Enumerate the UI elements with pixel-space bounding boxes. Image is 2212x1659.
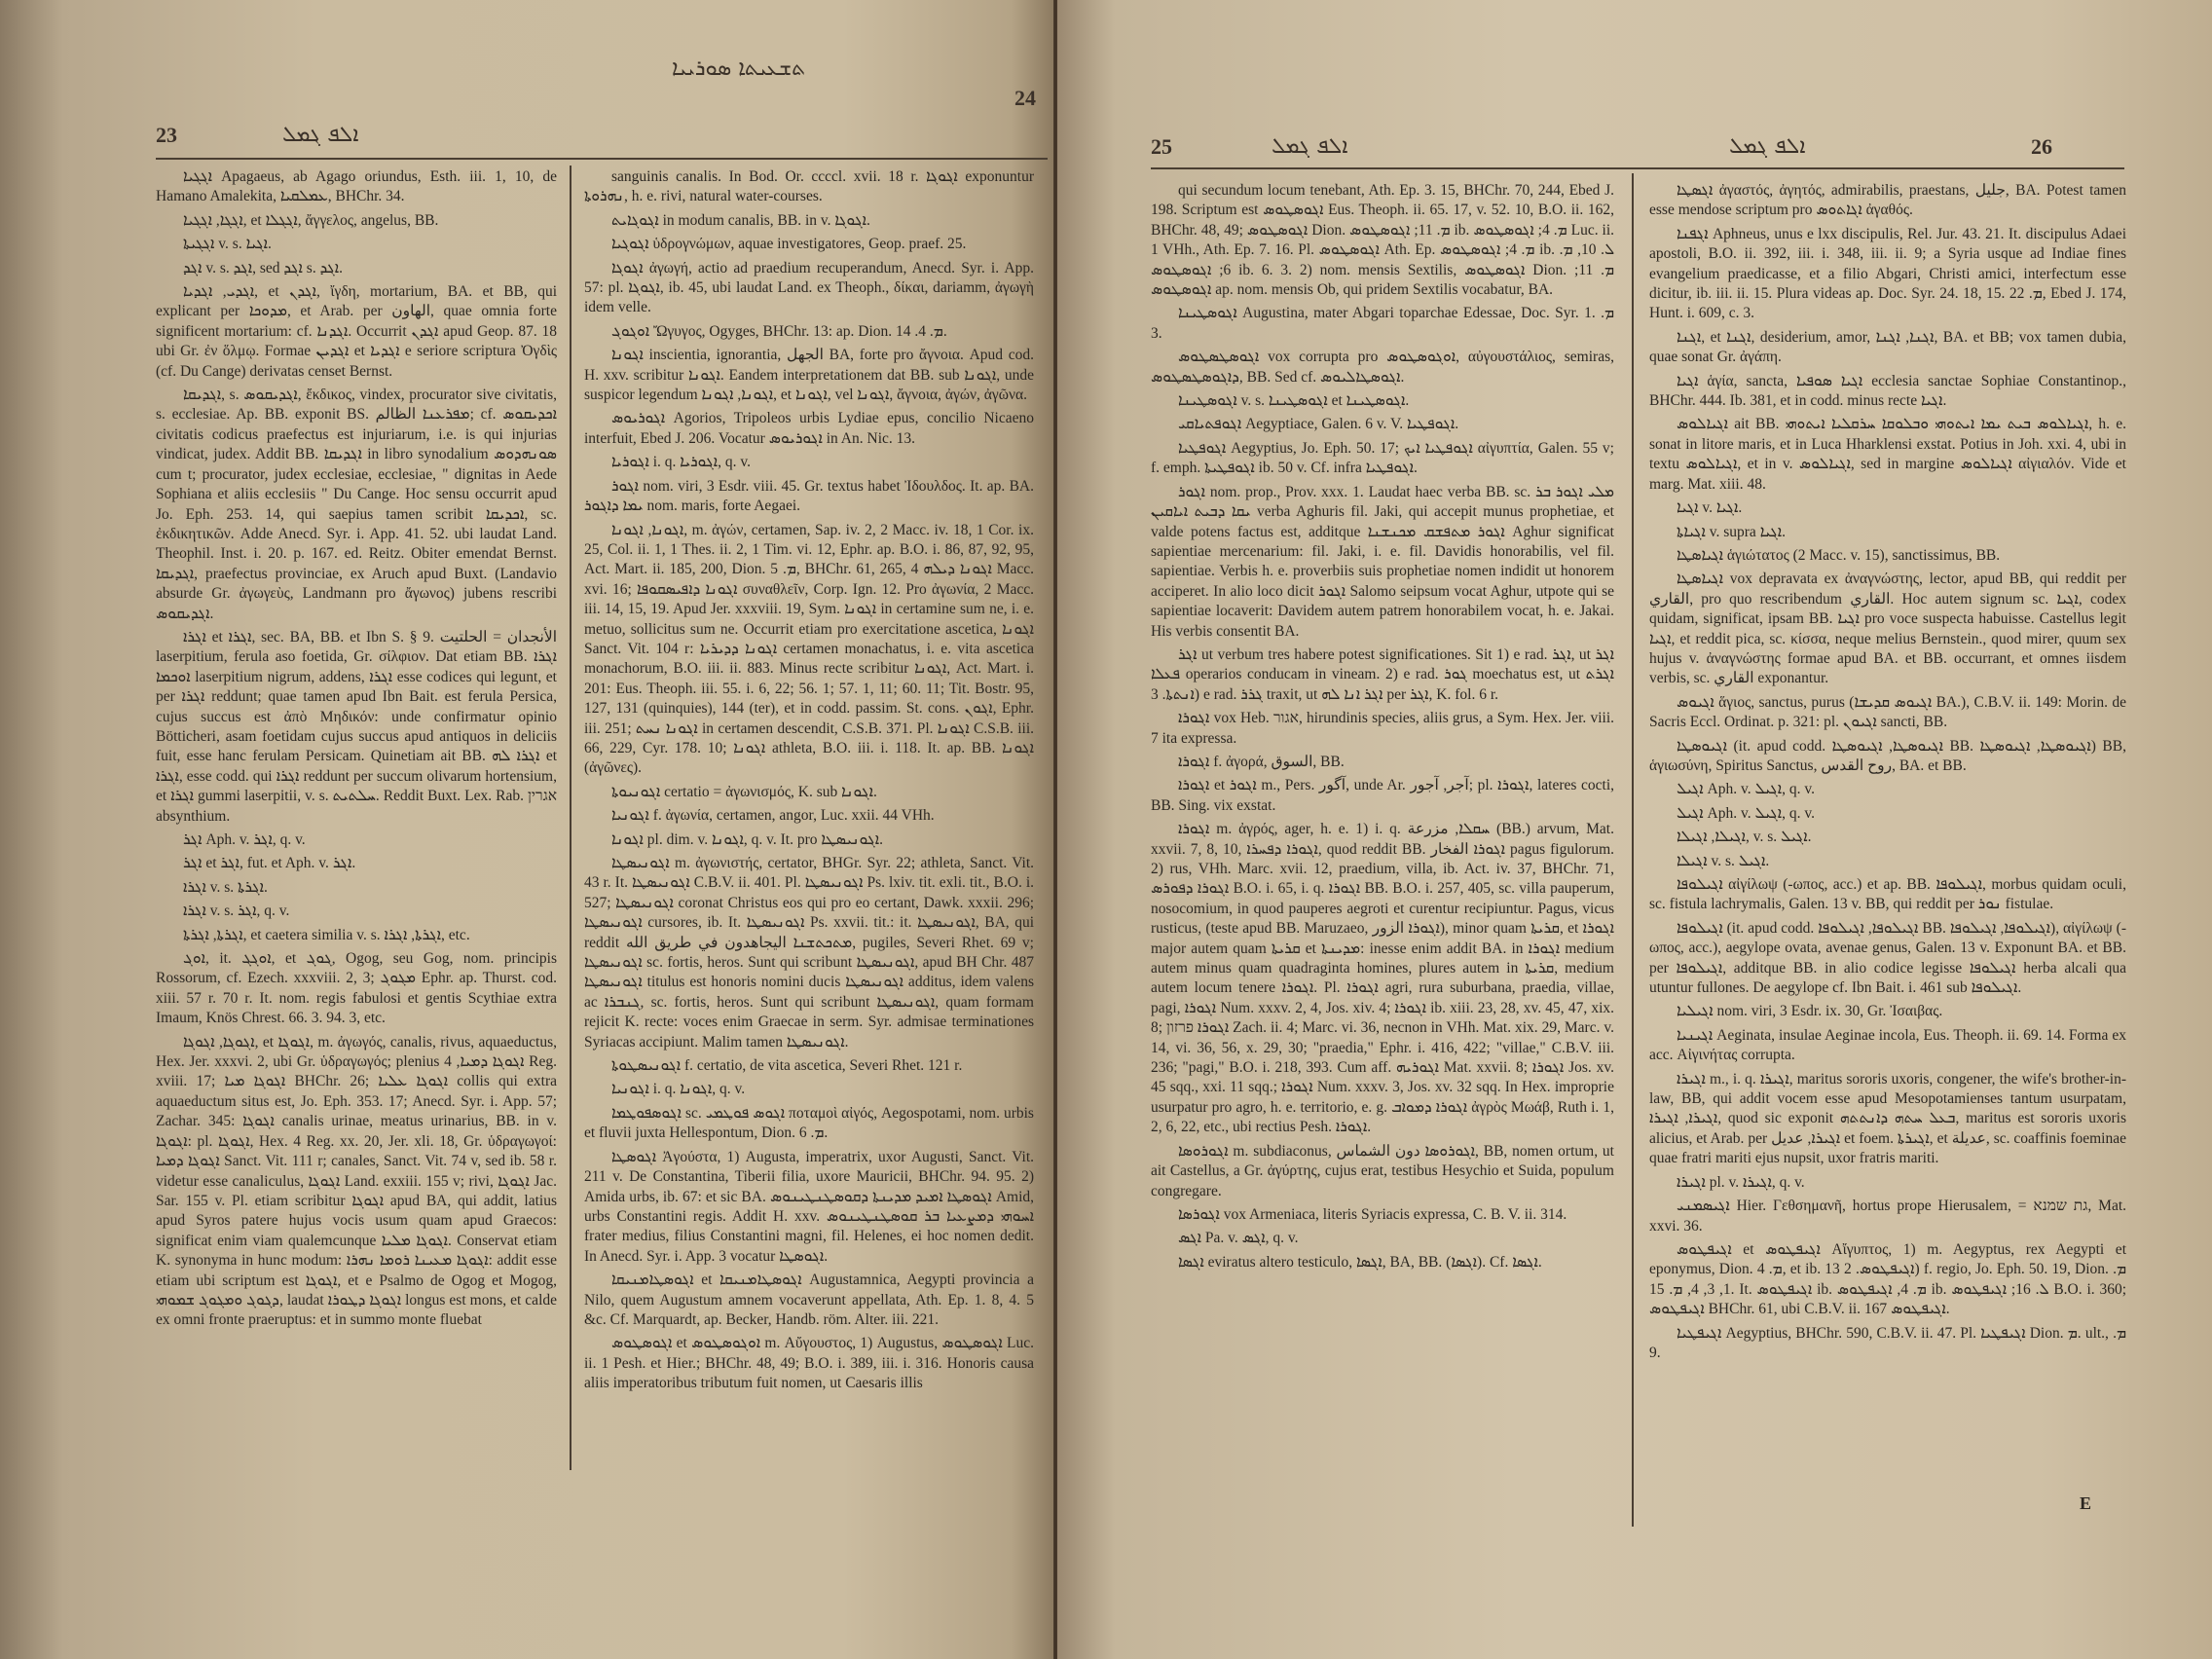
page-number: 24 [1014, 86, 1036, 110]
entry: ܐܓܓܐ, ܐܓܓܝܐ, et ܐܓܓܠܐ, ἄγγελος, angelus, BB. [183, 211, 439, 229]
entry: ܐܓܦܢܐ Aphneus, unus e lxx discipulis, Rel. Jur. 43. 21. It. discipulus Adaei apostoli, B.O. ii. 392, iii. i. 348, iii. ii. 9; a Syria usque ad Indiae fines evangelium praedicasse, et a filio Abgari, Christi amici, interfectum esse dicitur, ib. iii. ii. 15. Plura videas ap. Doc. Syr. 24. 18, 15. ܡ. 22, Ebed J. 174, Hunt. i. 609, c. 3. [1649, 225, 2126, 322]
page-number: 23 [156, 123, 177, 147]
column-right-1 [1151, 181, 1614, 1534]
entry: ܐܓܝܐܣܛܐ vox depravata ex ἀναγνώστης, lector, apud BB, qui reddit per القاري, pro quo rescribendum القاري. Hoc autem signum sc. ܐܓܝܐ, codex quidam, significat, ipsam BB. ܐܓܝܐ pro voce suspecta habuisse. Castellus legit ܐܓܝܐ, et reddit pica, sc. κίσσα, neque melius Bernstein., quod mirer, quum sex hujus v. ἀναγνώστης formae apud BA. et BB. occurrant, et omnes iisdem verbis, sc. القاري exponantur. [1649, 571, 2126, 687]
entry: ܐܓܘܪܣܐ vox Armeniaca, literis Syriacis expressa, C. B. V. ii. 314. [1178, 1205, 1567, 1223]
entry: ܐܓܝܘܣ ἅγιος, sanctus, purus (ܐܓܝܘܣ ܩܕܝܫܐ BA.), C.B.V. ii. 149: Morin. de Sacris Eccl. Ordinat. p. 321: pl. ܐܓܝܘܢ sancti, BB. [1649, 693, 2126, 731]
entry: ܐܓܝܣܡܢܝ Hier. Γεθσημανῆ, hortus prope Hierusalem, = גת שמנא, Mat. xxvi. 36. [1649, 1198, 2126, 1235]
header-ornament: ܐܠܦ ܓܡܠ [1272, 134, 1348, 159]
page-number: 26 [2031, 134, 2052, 159]
header-ornament: ܐܠܦ ܓܡܠ [1729, 134, 1806, 159]
entry: ܐܓܘܢܝܐ f. ἀγωνία, certamen, angor, Luc. xxii. 44 VHh. [611, 807, 935, 825]
signature-mark: E [2080, 1493, 2092, 1513]
entry: ܐܓܘܓܐܝܬ in modum canalis, BB. in v. ܐܓܘܓܐ. [611, 211, 870, 229]
entry: ܐܓܘܦܛܝܐ Aegyptius, Jo. Eph. 50. 17; ܐܓܘܦܛܝܐ ܐܝܟ αἰγυπτία, Galen. 55 v; f. emph. ܐܓܘܦܛܝܬܐ ib. 50 v. Cf. infra ܐܓܘܦܛܝܐ. [1151, 439, 1614, 477]
entry: ܐܓܣܛܐ ἀγαστός, ἀγητός, admirabilis, praestans, جليل, BA. Potest tamen esse mendose scriptum pro ܐܓܐܬܘܣ ἀγαθός. [1649, 182, 2126, 219]
entry: ܐܓܝܠ Aph. v. ܐܓܝܠ, q. v. [1677, 804, 1815, 822]
entry: ܐܓܣ Pa. v. ܐܓܣ, q. v. [1178, 1230, 1299, 1247]
entry: ܐܓܪ ut verbum tres habere potest significationes. Sit 1) e rad. ܐܓܪ, ut ܐܓܪ ܦܥܠܐ operarios conducam in vineam. 2) e rad. ܓܘܪ moechatus est, ut ܐܓܪܬ ܐܢܬܬܐ. 3) e rad. ܓܪܪ traxit, ut ܐܓܪ ܐܢܐ ܠܗ per ܐܓܪ, K. fol. 6 r. [1151, 645, 1614, 703]
right-page-header [1057, 134, 2212, 167]
entry: ܐܓܘܪܐ et ܐܓܘܪ m., Pers. آگور, unde Ar. آجر, آجور; pl. ܐܓܘܪܐ, lateres cocti, BB. Sing. vix exstat. [1151, 777, 1614, 814]
entry: ܐܓܕܝܩܐ, s. ܐܓܕܝܩܘܣ, ἔκδικος, vindex, procurator sive civitatis, s. ecclesiae. Ap. BB. exponit BS. ܡܦܪܥܢܐ الظالم; cf. ܐܟܕܝܩܘܣ civitatis codicus praefectus est injuriarum, i.e. is qui injurias vindicat, judex. Addit BB. ܐܓܕܝܩܐ in libro synodalium ܣܘܢܗܕܘܣ cum t; procurator, judex ecclesiae, ecclesiae, " dignitas in Aede Sophiana et aliis ecclesiis " Du Cange. Hoc sensu occurrit apud Jo. Eph. 253. 14, qui saepius tamen scribit ܐܟܕܝܩܐ, sc. ἐκδικητικῶν. Adde Anecd. Syr. i. App. 41. 52. ubi laudat Land. Theophil. Inst. i. 20. p. 167. ed. Reitz. Obiter emendat Bernst. ܐܓܕܝܩܐ, praefectus provinciae, ex Aruch apud Buxt. (Landavio absurde Gr. ἀγωγεὺς, Landmann pro ἄγωνος) jubens rescribi ܐܓܕܝܩܘܣ. [156, 387, 557, 622]
entry: ܐܓܘܪܝܘܣ Agorios, Tripoleos urbis Lydiae epus, concilio Nicaeno interfuit, Ebed J. 206. Vocatur ܐܓܘܪܝܘܣ in An. Nic. 13. [584, 410, 1034, 447]
running-title: ܬܫܥܝܬܐ ܣܘܪܝܝܐ [672, 56, 806, 81]
entry: ܐܓܘܣܛܝܢܐ Augustina, mater Abgari toparchae Edessae, Doc. Syr. 1. ܡ. 3. [1151, 305, 1614, 342]
entry: ܐܓܪܐ et ܐܓܪܐ, sec. BA, BB. et Ibn S. § 9. الأنجدان = الحلتيت laserpitium, ferula aso foetida, Gr. σίλφιον. Dat etiam BB. ܐܓܪܐ ܐܘܟܡܐ laserpitium nigrum, addens, ܐܓܪܐ esse codices qui legunt, et per ܐܓܪܐ reddunt; quae tamen apud Ibn Bait. est ferula Persica, cujus succus est ἀπὸ Μηδικόν: unde confirmatur opinio Bötticheri, asam foetidam cujus succus apud antiquos in deliciis fuit, esse hanc ferulam Persicam. Quinetiam ait BB. ܐܓܪܐ ܠܗ et ܐܓܪܐ, esse codd. qui ܐܓܪܐ reddunt per succum olivarum hortensium, et ܐܓܪܐ gummi laserpitii, v. s. ܚܠܬܝܬ. Reddit Buxt. Lex. Rab. אגרין absynthium. [156, 628, 557, 825]
entry: ܐܓܝܠ Aph. v. ܐܓܝܠ, q. v. [1677, 781, 1815, 798]
entry: ܐܓܘܢܐ, ܐܓܘܢܐ, m. ἀγών, certamen, Sap. iv. 2, 2 Macc. iv. 18, 1 Cor. ix. 25, Col. ii. 1, 1 Thes. ii. 2, 1 Tim. vi. 12, Ephr. ap. B.O. i. 86, 87, 92, 95, Act. Mart. ii. 185, 200, Dion. ܡ. 5, BHChr. 61, 265, ܐܓܘܢܐ ܕܝܠܗ 4 Macc. xvi. 16; ܐܓܘܢܐ ܕܐܦܝܣܩܘܦܐ συναθλεῖν, Corp. Ign. 12. Pro ἀγωνία, 2 Macc. iii. 14, 15, 19. Apud Jer. xxxviii. 19, Sym. ܐܓܘܢܐ in certamine sum ne, i. e. metuo, sollicitus sum ne. Occurrit etiam pro exercitatione ascetica, ܐܓܘܢܐ Sanct. Vit. 104 r: ܐܓܘܢܐ ܕܕܝܪܝܐ certamen monachatus, i. e. vita ascetica monachorum, B.O. iii. ii. 883. Minus recte scribitur ܐܓܘܢܐ, Act. Mart. i. 201: Eus. Theoph. iii. 55. i. 6, 22; 56. 1; 57. 1, 11; 60. 11; Tit. Bostr. 95, 127, 131 (quinquies), 144 (ter), et in codd. passim. St. cons. ܐܓܘܢ, Ephr. iii. 251; ܐܓܘܢܐ ܢܚܬ in certamen descendit, C.S.B. 371. Pl. ܐܓܘܢܐ C.S.B. iii. 66, 229, Cyr. 178. 10; ܐܓܘܢܐ athleta, B.O. iii. i. 118. It. ap. BB. ܐܓܘܢܐ (ἀγῶνες). [584, 521, 1034, 777]
entry: sanguinis canalis. In Bod. Or. ccccl. xvii. 18 r. ܐܓܘܓܐ exponuntur ܢܗܪܘܬܐ, h. e. rivi, natural water-courses. [584, 168, 1034, 205]
entry: ܐܓܘܪܐ f. ἀγορά, السوق, BB. [1178, 753, 1345, 770]
entry: ܐܓܘܢܐ pl. dim. v. ܐܓܘܢܐ, q. v. It. pro ܐܓܘܢܝܣܛܐ. [611, 830, 884, 848]
header-ornament: ܐܠܦ ܓܡܠ [282, 123, 359, 147]
entry: ܐܓܘܪܝܐ i. q. ܐܓܘܪܝܐ, q. v. [611, 454, 752, 471]
entry: ܐܓܘܢܝܣܛܐ m. ἀγωνιστής, certator, BHGr. Syr. 22; athleta, Sanct. Vit. 43 r. It. ܐܓܘܢܝܣܛܐ C.B.V. ii. 401. Pl. ܐܓܘܢܝܣܛܐ Ps. lxiv. tit. exli. tit., B.O. i. 527; ܐܓܘܢܝܣܛܐ coronat Christus eos qui pro eo certant, Dawk. xxxii. 296; ܐܓܘܢܝܣܛܐ cursores, ib. It. ܐܓܘܢܝܣܛܐ Ps. xxvii. tit.: it. ܐܓܘܢܝܣܛܐ, BA, qui reddit ܡܬܟܬܫܢܐ اليجاهدون في طريق الله, pugiles, Severi Rhet. 69 v; ܐܓܘܢܝܣܛܐ sc. fortis, heros. Sunt qui scribunt ܐܓܘܢܝܣܛܐ, apud BH Chr. 487 ܐܓܘܢܝܣܛܐ titulus est honoris nomini ducis ܐܓܘܢܝܣܛܐ additus, idem valens ac ܓܢܒܪܐ, sc. fortis, heros. Sunt qui scribunt ܐܓܘܢܝܣܛܐ, quam formam rejicit K. recte: voces enim Graecae in serm. Syr. admisae terminationes Syriacas accipiunt. Malim tamen ܐܓܘܢܝܣܛܐ. [584, 855, 1034, 1051]
entry: ܐܓܝܪܐ pl. v. ܐܓܝܪܐ, q. v. [1677, 1173, 1805, 1191]
entry: ܐܓܘܣܛܝܢܐ v. s. ܐܓܘܣܛܝܢܐ et ܐܓܘܣܛܝܢܐ. [1178, 392, 1410, 410]
entry: ܐܓܘܪ nom. prop., Prov. xxx. 1. Laudat haec verba BB. sc. ܡܠܝ ܐܓܘܪ ܒܪ ܝܩܐ ܕܒܝܬ ܐܝܐܩܝܢ verba Aghuris fil. Jaki, qui accepit munus prophetiae, et valde potens factus est, additque ܐܓܘܪ ܡܬܦܫܩ ܡܟܢܫܢܐ Aghur significat sapientiae mercenarium: fil. Jaki, i. e. fil. Davidis honorabilis, vel fil. sapientiae. Verbis h. e. proverbiis suis prophetiae nomen indidit ut honorem acciperet. In alio loco dicit ܐܓܘܪ Salomo seipsum vocat Aghur, utpote qui se sapientiae locaverit: Davidem autem patrem honorabilem vocat, h. e. Jakai. His verbis consentit BA. [1151, 483, 1614, 640]
entry: ܐܓܓܝܬܐ v. s. ܐܓܝܐ. [183, 236, 272, 253]
entry: ܐܓܘܣܦܘܛܡܐ sc. ܐܓܘܣ ܦܘܛܡܝ ποταμοὶ αἰγός, Aegospotami, nom. urbis et fluvii juxta Hellespontum, Dion. ܡ. 6. [584, 1104, 1034, 1142]
entry: ܐܘܓܘܓ Ὤγυγος, Ogyges, BHChr. 13: ap. Dion. ܡ. 4. 14. [611, 322, 947, 340]
entry: ܐܓܕܝ, ܐܓܕܝܐ, et ܐܓܕܢ, ἴγδη, mortarium, BA. et BB, qui explicant per ܡܕܘܟܐ, et Arab. per الهاون, quae omnia forte significent mortarium: cf. ܐܓܕܢܐ. Occurrit ܐܓܕܢ apud Geop. 87. 18 ubi Gr. ἐν ὅλμῳ. Formae ܐܓܕܝܢ et ܐܓܕܝܐ e seriore scriptura Ὀγδὶς (cf. Du Cange) derivatas censet Bernst. [156, 283, 557, 380]
entry: ܐܓܝܠܐ, ܐܓܝܠܐ, v. s. ܐܓܝܠ. [1677, 829, 1812, 846]
entry: ܐܓܝܠܐ v. s. ܐܓܝܠ. [1677, 852, 1770, 869]
entry: ܐܓܘܓܐ ἀγωγή, actio ad praedium recuperandum, Anecd. Syr. i. App. 57: pl. ܐܓܘܓܐ, ib. 45, ubi laudat Land. ex Theoph., δίκαι, dariamm, ἀγωγὴ idem velle. [584, 259, 1034, 316]
entry: ܐܓܘܓܐ, ܐܓܘܓܐ, et ܐܓܘܓܐ, m. ἀγωγός, canalis, rivus, aquaeductus, Hex. Jer. xxxvi. 2, ubi Gr. ὑδραγωγός; plenius ܐܓܘܓܐ ܕܡܝܐ, 4 Reg. xviii. 17; ܐܓܘܓܐ ܡܝܐ BHChr. 26; ܐܓܘܓܐ ܥܠܝܐ collis qui extra aquaeductum situs est, Jo. Eph. 353. 17; Anecd. Syr. i. App. 57; Zachar. 345: ܐܓܘܓܐ canalis urinae, meatus urinarius, BB. in v. ܐܓܘܓܐ: pl. ܐܓܘܓܐ, Hex. 4 Reg. xx. 20, Jer. xli. 18, Gr. ὑδραγωγοί: ܐܓܘܓܐ ܕܡܝܐ Sanct. Vit. 111 r; canales, Sanct. Vit. 74 v, sed ib. 58 r. videtur esse canaliculus, ܐܓܘܓܐ Land. exxiii. 155 v; rivi, ܐܓܘܓܐ Jac. Sar. 155 v. Pl. etiam scribitur ܐܓܘܓܐ apud BA, qui addit, latius apud Syros patere hujus vocis usum quam apud Graecos: significat enim viam qualemcunque ܐܓܘܓܐ ܡܠܝܐ. Conservat etiam K. synonyma in hunc modum: ܐܓܘܓܐ ܡܥܝܢܐ ܪܘܡܐ ܢܗܪܐ: addit esse etiam ubi scriptum est ܐܓܘܓܐ, et e Psalmo de Ogog et Mogog, ܕܓܘܓ ܘܡܓܘܓ ܫܡܘܗܝ, laudat ܐܓܘܓܐ ܕܛܘܪܐ longus est mons, et calde ex omni fronte praeruptus: et in summo monte fluebat [156, 1033, 557, 1329]
entry: ܐܓܝܠܝܐ nom. viri, 3 Esdr. ix. 30, Gr. Ἰσαιβας. [1677, 1003, 1943, 1020]
entry: ܐܓܘܣܛܘܣ et ܐܘܓܘܣܛܘܣ m. Αὔγουστος, 1) Augustus, ܐܓܘܣܛܘܣ Luc. ii. 1 Pesh. et Hier.; BHChr. 48, 49; B.O. i. 389, iii. i. 316. Honoris causa aliis imperatoribus tributum fuit nomen, ut Caesaris illis [584, 1335, 1034, 1392]
column-rule [570, 166, 571, 1470]
entry: ܐܓܣܐ eviratus altero testiculo, ܐܓܣܐ, BA, BB. (ܐܓܣܐ). Cf. ܐܓܣܐ. [1178, 1253, 1542, 1271]
entry: ܐܓܘܦܬܝܐܩܝ Aegyptiace, Galen. 6 v. V. ܐܓܘܦܛܝܐ. [1178, 416, 1459, 433]
entry: ܐܓܪ Aph. v. ܐܓܪ, q. v. [183, 831, 306, 848]
entry: ܐܓܝܐܣܛܐ ἁγιώτατος (2 Macc. v. 15), sanctissimus, BB. [1677, 546, 2001, 564]
entry: ܐܓܝܠܘܦܐ (it. apud codd. ܐܓܝܠܘܦܐ, ܐܓܝܠܘܦܐ BB. ܐܓܝܠܘܦܐ, ܐܓܝܠܘܦܐ), αἰγίλωψ (-ωπος, acc.), aegylope ovata, avenae genus, Galen. 13 v. Exponunt BA. et BB. per ܐܓܝܠܘܦܐ, additque BB. in alio codice legisse ܐܓܝܠܘܦܐ herba alcali qua utuntur fullones. De aegylope cf. Ibn Bait. i. 461 sub ܐܓܝܠܘܦܐ. [1649, 919, 2126, 997]
entry: ܐܘܓ, it. ܐܘܓܓ, et ܓܘܓ, Ogog, seu Gog, nom. principis Rossorum, cf. Ezech. xxxviii. 2, 3; ܡܓܘܓ Ephr. ap. Thurst. cod. xiii. 57 r. 70 r. It. nom. regis fabulosi et gentis Scythiae extra Imaum, Knös Chrest. 66. 3. 94. 3, etc. [156, 950, 557, 1027]
entry: ܐܓܝܐ v. ܐܓܝܐ. [1677, 499, 1743, 517]
entry: ܐܓܪܐ v. s. ܐܓܪ, q. v. [183, 903, 290, 920]
entry: ܐܓܪܐ v. s. ܐܓܪܬܐ. [183, 878, 268, 896]
left-page-header [0, 86, 1053, 156]
entry: ܐܓܘܢܝܣܛܘܬܐ f. certatio, de vita ascetica, Severi Rhet. 121 r. [611, 1057, 963, 1075]
left-page [0, 0, 1053, 1659]
entry: ܐܓܘܣܛܐ Ἀγούστα, 1) Augusta, imperatrix, uxor Augusti, Sanct. Vit. 211 v. De Constantina, Tiberii filia, uxore Mauricii, BHChr. 94. 95. 2) Amida urbs, ib. 67: et sic BA. ܐܓܘܣܛܐ ܐܡܝܕ ܡܕܝܢܬܐ ܕܩܘܣܛܢܛܝܢܘܣ Amid, urbs Constantini regis. Addit H. xxv. ܐܚܘܗܝ ܕܡܨܥܝܐ ܒܪ ܩܘܣܛܢܛܝܢܘܣ frater medius, filius Constantini magni, fil. Helenes, ei hoc nomen dedit. In Anecd. Syr. i. App. 3 vocatur ܐܓܘܣܛܐ. [584, 1148, 1034, 1265]
entry: ܐܓܝܐܬܐ v. supra ܐܓܝܐ. [1677, 523, 1787, 540]
entry: ܐܓܝܐܠܘܣ ait BB. ܐܓܝܐܠܘܣ ܒܝܬ ܝܡܐ ܐܝܬܘܗܝ ܘܒܠܘܩܐ ܚܪܩܠܝܐ ܐܝܬܘܗܝ, h. e. sonat in litore maris, et in Luca Hharklensi exstat. Potius in Joh. xxi. 4, ubi in textu ܐܓܝܐܠܘܣ, et in v. ܐܓܝܐܠܘܣ, sed in margine ܐܓܝܐܠܘܣ αἰγιαλόν. Vide et marg. Mat. xiii. 48. [1649, 416, 2126, 493]
entry: ܐܓܪ et ܐܓܪ, fut. et Aph. v. ܐܓܪ. [183, 855, 356, 872]
entry: ܐܓܝܢܝܐ Aeginata, insulae Aeginae incola, Eus. Theoph. ii. 69. 14. Forma ex acc. Αἰγινήτας corrupta. [1649, 1026, 2126, 1064]
header-rule [156, 158, 1048, 160]
entry: ܐܓܝܦܛܘܣ et ܐܓܝܦܛܘܣ Αἴγυπτος, 1) m. Aegyptus, rex Aegypti et eponymus, Dion. ܡ. 4, et ib. 13 ܐܓܝܦܛܘܣ. 2) f. regio, Jo. Eph. 50. 19, Dion. ܡ. 1, 3, 4, ܡ. 15. It. ܐܓܝܦܛܘܣ ib. ܡ. 4, ܐܓܝܦܛܘܣ ib. ܠ. 16; ܐܓܝܦܛܘܣ B.O. i. 360; ܐܓܝܦܛܘܣ BHChr. 61, ubi C.B.V. ii. 167 ܐܓܝܦܛܘܣ. [1649, 1240, 2126, 1318]
page-number: 25 [1151, 134, 1172, 159]
entry: ܐܓܘܣܛܐܡܢܝܩܐ et ܐܓܘܣܛܐܡܢܝܩܐ Augustamnica, Aegypti provincia a Nilo, quem Augustum amnem vocaverunt appellata, Ath. Ep. 1. 8, 4. 5 &c. Cf. Marquardt, ap. Becker, Handb. röm. Alter. iii. 221. [584, 1272, 1034, 1328]
entry: ܐܓܕ v. s. ܐܓܕ, sed ܐܓܕ s. ܐܓܕ. [183, 259, 343, 276]
entry: ܐܓܘܪܐ vox Heb. אגור, hirundinis species, aliis grus, a Sym. Hex. Jer. viii. 7 ita expressa. [1151, 710, 1614, 747]
entry: ܐܓܢܐ, et ܐܓܢܐ, desiderium, amor, ܐܓܢܐ, ܐܓܢܐ, BA. et BB; vox tamen dubia, quae sonat Gr. ἀγάπη. [1649, 328, 2126, 366]
entry: ܐܓܝܘܣܛܐ (it. apud codd. ܐܓܝܘܣܛܐ, ܐܓܝܘܣܛܐ BB. ܐܓܝܘܣܛܐ, ܐܓܝܘܣܛܐ) BB, ἁγιωσύνη, Spiritus Sanctus, روح القدس, BA. et BB. [1649, 737, 2126, 774]
entry: ܐܓܝܐ ἁγία, sancta, ܐܓܝܐ ܣܘܦܝܐ ecclesia sanctae Sophiae Constantinop., BHChr. 444. Ib. 381, et in codd. minus recte ܐܓܝܐ. [1649, 372, 2126, 410]
column-left-2 [584, 167, 1034, 1472]
entry: ܐܓܝܪܐ m., i. q. ܐܓܝܪܐ, maritus sororis uxoris, congener, the wife's brother-in-law, BB, qui addit vocem esse apud Mesopotamienses tantum usurpatam, ܐܓܝܪܐ, ܐܓܝܪܐ, quod sic exponit ܒܥܠ ܚܬܗ ܕܐܢܬܬܗ, maritus est sororis uxoris alicius, et Arab. per ܐܓܝܪܐ, عديل et foem. ܐܓܝܪܬܐ, et عديلة, sc. coaffinis foeminae quae fratri mariti ejus nupsit, uxor fratris mariti. [1649, 1070, 2126, 1167]
column-rule [1632, 173, 1634, 1527]
column-right-2 [1649, 181, 2126, 1517]
header-rule [1151, 167, 2124, 169]
entry: ܐܓܘܪ nom. viri, 3 Esdr. viii. 45. Gr. textus habet Ἰδουλδος. It. ap. BA. ܝܡܐ ܕܐܓܘܪ nom. maris, forte Aegaei. [584, 477, 1034, 515]
right-page [1057, 0, 2212, 1659]
entry: ܐܓܘܪܘܣܐ m. subdiaconus, ܐܓܘܪܘܣܐ دون الشماس, BB, nomen ortum, ut ait Castellus, a Gr. ἀγύρτης, cujus erat, testibus Hesychio et Suida, populum congregare. [1151, 1142, 1614, 1199]
entry: ܐܓܘܓܝܐ ὑδρογνώμων, aquae investigatores, Geop. praef. 25. [611, 236, 967, 253]
entry: ܐܓܪܬܐ, ܐܓܪܬܐ, et caetera similia v. s. ܐܓܪܬܐ, ܐܓܪܐ, etc. [183, 926, 470, 943]
entry: qui secundum locum tenebant, Ath. Ep. 3. 15, BHChr. 70, 244, Ebed J. 198. Scriptum est ܐܓܘܣܛܘܣ Eus. Theoph. ii. 65. 17, v. 52. 10, B.O. ii. 162, BHChr. 48, 49; ܐܓܘܣܛܘܣ Dion. ܡ. 11; ܐܓܘܣܛܘܣ ib. ܡ. 4; ܐܓܘܣܛܘܣ Luc. ii. 1 VHh., Ath. Ep. 7. 16. Pl. ܐܓܘܣܛܘܣ Ath. Ep. ܡ. 4; ܐܓܘܣܛܘܣ ib. ܠ. 10, ܡ. 6; ܐܓܘܣܛܘܣ ib. 6. 3. 2) nom. mensis Sextilis, ܐܓܘܣܛܘܣ Dion. ܡ. 11; ܐܓܘܣܛܘܣ ap. nom. mensis Ob, qui pridem Sextilis vocabatur, BA. [1151, 182, 1614, 299]
entry: ܐܓܝܠܘܦܐ αἰγίλωψ (-ωπος, acc.) et ap. BB. ܐܓܝܠܘܦܐ, morbus quidam oculi, sc. fistula lachrymalis, Galen. 13 v. BB, qui reddit per ܢܘܪ fistulae. [1649, 876, 2126, 913]
entry: ܐܓܝܦܛܝܐ Aegyptius, BHChr. 590, C.B.V. ii. 47. Pl. ܐܓܝܦܛܝܐ Dion. ܡ. ult., ܡ. 9. [1649, 1324, 2126, 1361]
entry: ܐܓܘܣܛܣܛܘܣ vox corrupta pro ܐܘܓܘܣܛܘܣ, αὐγουστάλιος, semiras, ܕܐܓܘܣܛܣܛܘܣ, BB. Sed cf. ܐܓܘܣܛܐܠܝܘܣ. [1151, 349, 1614, 386]
entry: ܐܓܘܢܐ inscientia, ignorantia, الجهل BA, forte pro ἄγνοια. Apud cod. H. xxv. scribitur ܐܓܘܢܐ. Eandem interpretationem dat BB. sub ܐܓܘܢܐ, unde suspicor legendum ܐܓܘܢܐ, ܐܓܘܢܐ, et ܐܓܘܢܐ, vel ܐܓܘܢܐ, ἄγνοια, ἀγών, ἀγῶνα. [584, 347, 1034, 404]
entry: ܐܓܘܢܝܘܬܐ certatio = ἀγωνισμός, K. sub ܐܓܘܢܐ. [611, 783, 877, 800]
entry: ܐܓܓܝܐ Apagaeus, ab Agago oriundus, Esth. iii. 1, 10, de Hamano Amalekita, ܥܡܠܩܝܐ, BHChr. 34. [156, 168, 557, 205]
entry: ܐܓܘܪܐ m. ἀγρός, ager, h. e. 1) i. q. ܚܩܠܐ, مزرعة (BB.) arvum, Mat. xxvii. 7, 8, 10, ܐܓܘܪܐ ܕܦܚܪܐ, quod reddit BB. ܐܓܘܪܐ الفخار pagus figulorum. 2) rus, VHh. Marc. xvii. 12, praedium, villa, ib. Act. iv. 37, BHChr. 71, ܐܓܘܪܐ ܕܦܘܪܣ B.O. i. 65, i. q. ܐܓܘܪܐ BB. B.O. i. 257, 405, sc. villa pauperum, nosocomium, in quod pauperes aegroti et curentur recipiuntur. Pagus, vicus rusticus, (teste apud BB. Maruzaeo, ܐܓܘܪܐ الزور), minor quam ܩܪܝܬܐ, et ܐܓܘܪܐ major autem quam ܩܪܝܬܐ et ܡܕܝܢܬܐ: inesse enim addit BA. in ܐܓܘܪܐ medium autem minus quam quadraginta homines, plures autem in ܩܪܝܬܐ, medium autem locum tenere ܐܓܘܪܐ. Pl. ܐܓܘܪܐ agri, rura suburbana, praedia, villae, pagi, ܐܓܘܪܐ Num. xxxv. 2, 4, Jos. xiv. 4; ܐܓܘܪܐ ib. xiii. 23, 28, xv. 45, 47, xix. 8; ܐܓܘܪܐ פרזון Zach. ii. 4; Marc. vi. 36, necnon in VHh. Mat. xix. 29, Marc. v. 14, vi. 36, 56, x. 29, 30; "praedia," Ephr. i. 416, 422; "villae," C.B.V. iii. 236; "pagi," B.O. i. 218, 393. Cum aff. ܐܓܘܪܝܗ Mat. xxvii. 8; ܐܓܘܪܐ Jos. xv. 45 sqq., xxi. 11 sqq.; ܐܓܘܪܐ Num. xxxv. 3, Jos. xv. 32 sqq. In Hex. improprie usurpatur pro agro, h. e. territorio, e. g. ܐܓܘܪܐ ܕܡܘܐܒ ἀγρὸς Μωάβ, Ruth i. 1, 2, 6, 22, etc., ubi rectius Pesh. ܐܓܘܪܐ. [1151, 821, 1614, 1136]
column-left-1 [156, 167, 557, 1472]
entry: ܐܓܘܢܝܐ i. q. ܐܓܘܢܐ, q. v. [611, 1081, 746, 1098]
